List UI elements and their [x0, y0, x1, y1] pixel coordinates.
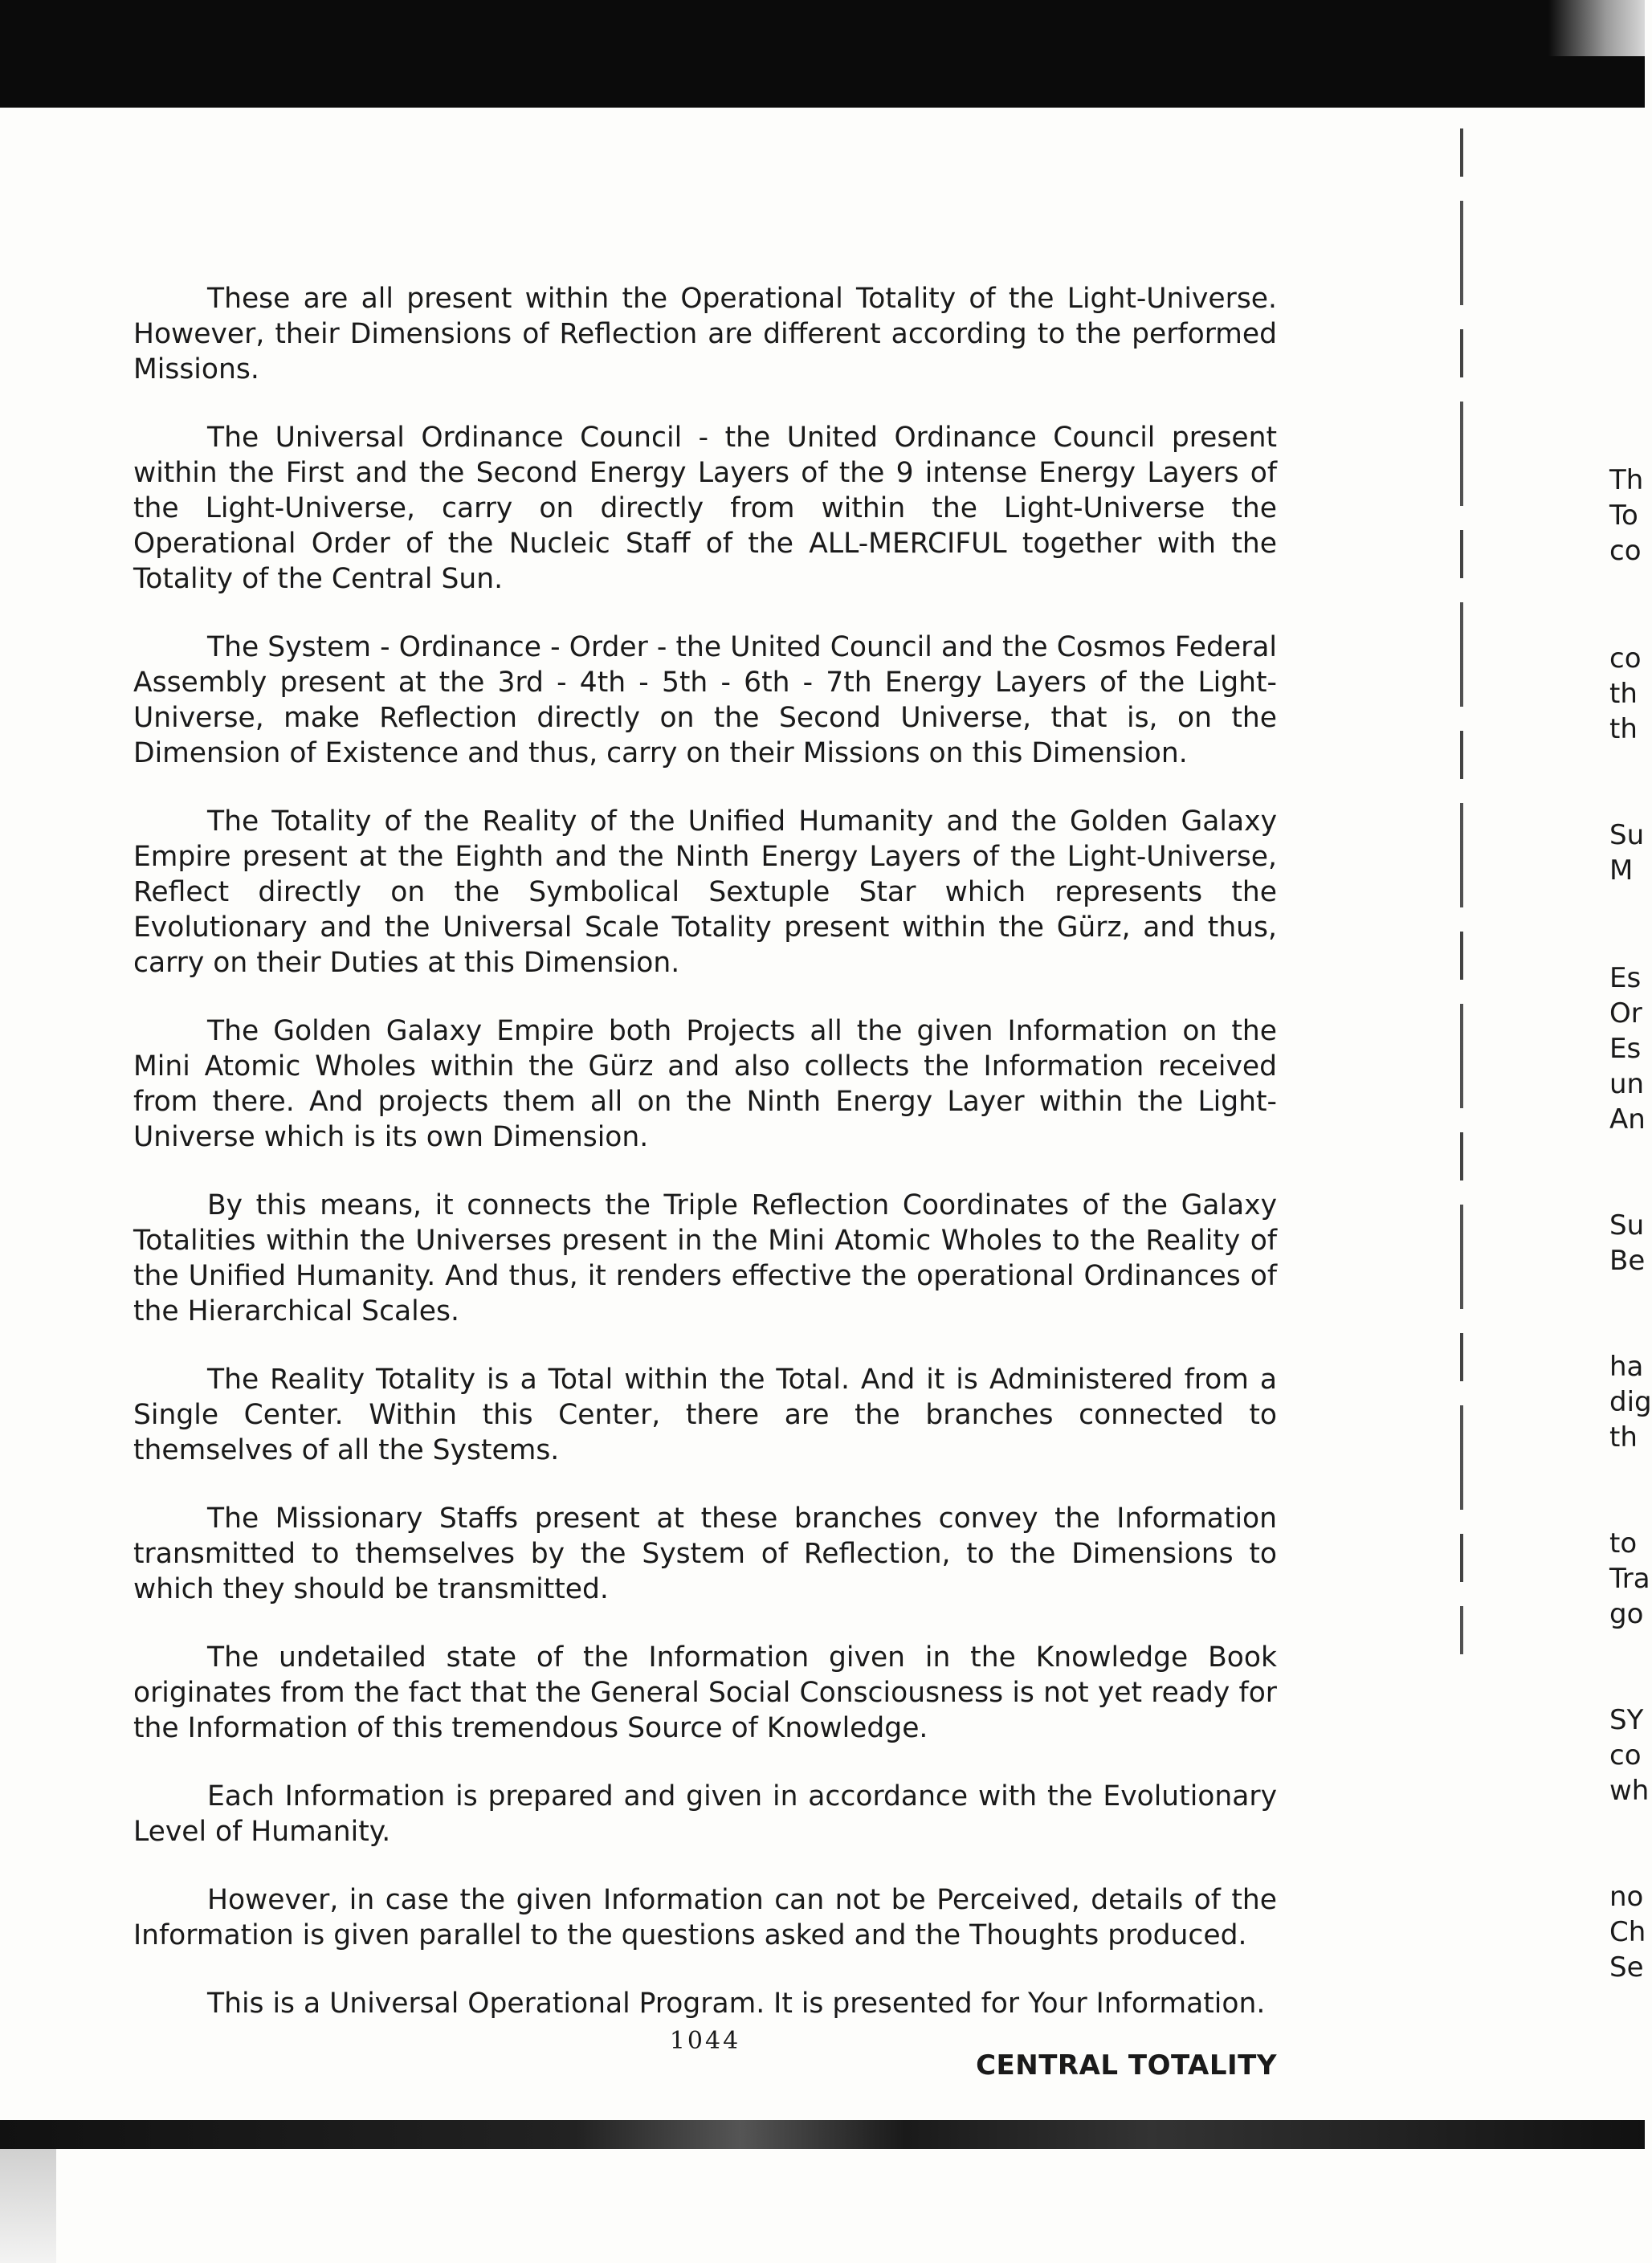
next-page-fragment: th: [1609, 1421, 1638, 1454]
next-page-fragment: un: [1609, 1068, 1645, 1100]
next-page-fragment: Or: [1609, 997, 1642, 1030]
scan-corner-smudge: [0, 2149, 56, 2263]
next-page-fragment: wh: [1609, 1775, 1650, 1807]
page-body: [133, 281, 1277, 2083]
next-page-fragment: Th: [1609, 464, 1644, 496]
next-page-fragment: Se: [1609, 1951, 1644, 1984]
next-page-fragment: to: [1609, 1527, 1638, 1560]
next-page-fragment: An: [1609, 1103, 1646, 1136]
signature: CENTRAL TOTALITY: [976, 2049, 1277, 2082]
next-page-fragment: th: [1609, 678, 1638, 710]
next-page-fragment: dig: [1609, 1386, 1652, 1418]
scan-bottom-band: [0, 2120, 1645, 2149]
book-gutter: [1460, 128, 1463, 1654]
next-page-fragment: co: [1609, 1739, 1642, 1772]
next-page-fragment: ha: [1609, 1351, 1644, 1383]
next-page-fragment: M: [1609, 854, 1634, 887]
next-page-fragment: Es: [1609, 1033, 1642, 1065]
scan-top-band: [0, 0, 1645, 108]
page-number: 1044: [669, 2027, 741, 2055]
paragraph-7: The Reality Totality is a Total within the Total. And it is Administered from a Single Center. Within this Center, there are the branches connected to themselves of all the Systems.: [133, 1364, 1277, 1466]
next-page-fragment: Tra: [1609, 1563, 1650, 1595]
paragraph-6: By this means, it connects the Triple Reflection Coordinates of the Galaxy Totalities within the Universes present in the Mini Atomic Wholes to the Reality of the Unified Humanity. And thus, it renders effective the operational Ordinances of the Hierarchical Scales.: [133, 1189, 1277, 1327]
next-page-fragment: SY: [1609, 1704, 1644, 1736]
paragraph-10: Each Information is prepared and given in accordance with the Evolutionary Level of Humanity.: [133, 1780, 1277, 1848]
next-page-fragment: To: [1609, 499, 1638, 532]
next-page-fragment: co: [1609, 535, 1642, 567]
paragraph-1: These are all present within the Operational Totality of the Light-Universe. However, their Dimensions of Reflection are different according to the performed Missions.: [133, 283, 1277, 385]
paragraph-4: The Totality of the Reality of the Unified Humanity and the Golden Galaxy Empire present at the Eighth and the Ninth Energy Layers of the Light-Universe, Reflect directly on the Symbolical Sextuple Star which represents the Evolutionary and the Universal Scale Totality present within the Gürz, and thus, carry on their Duties at this Dimension.: [133, 805, 1277, 979]
paragraph-5: The Golden Galaxy Empire both Projects all the given Information on the Mini Atomic Wholes within the Gürz and also collects the Information received from there. And projects them all on the Ninth Energy Layer within the Light-Universe which is its own Dimension.: [133, 1015, 1277, 1153]
next-page-fragment: Es: [1609, 962, 1642, 994]
next-page-fragment: th: [1609, 713, 1638, 745]
paragraph-8: The Missionary Staffs present at these branches convey the Information transmitted to themselves by the System of Reflection, to the Dimensions to which they should be transmitted.: [133, 1503, 1277, 1605]
paragraph-2: The Universal Ordinance Council - the United Ordinance Council present within the First and the Second Energy Layers of the 9 intense Energy Layers of the Light-Universe, carry on directly from within the Light-Universe the Operational Order of the Nucleic Staff of the ALL-MERCIFUL together with the Totality of the Central Sun.: [133, 422, 1277, 595]
paragraph-12: This is a Universal Operational Program. It is presented for Your Information.: [207, 1988, 1266, 2020]
next-page-fragment: Ch: [1609, 1916, 1646, 1948]
next-page-fragment: Su: [1609, 819, 1645, 851]
next-page-fragment: go: [1609, 1598, 1644, 1630]
next-page-edge: [1609, 0, 1652, 2263]
paragraph-11: However, in case the given Information can not be Perceived, details of the Information is given parallel to the questions asked and the Thoughts produced.: [133, 1884, 1277, 1951]
next-page-fragment: Be: [1609, 1245, 1646, 1277]
next-page-fragment: no: [1609, 1881, 1644, 1913]
paragraph-9: The undetailed state of the Information given in the Knowledge Book originates from the fact that the General Social Consciousness is not yet ready for the Information of this tremendous Source of Knowledge.: [133, 1641, 1277, 1744]
next-page-fragment: co: [1609, 642, 1642, 675]
next-page-fragment: Su: [1609, 1209, 1645, 1242]
paragraph-3: The System - Ordinance - Order - the United Council and the Cosmos Federal Assembly present at the 3rd - 4th - 5th - 6th - 7th Energy Layers of the Light-Universe, make Reflection directly on the Second Universe, that is, on the Dimension of Existence and thus, carry on their Missions on this Dimension.: [133, 631, 1277, 769]
